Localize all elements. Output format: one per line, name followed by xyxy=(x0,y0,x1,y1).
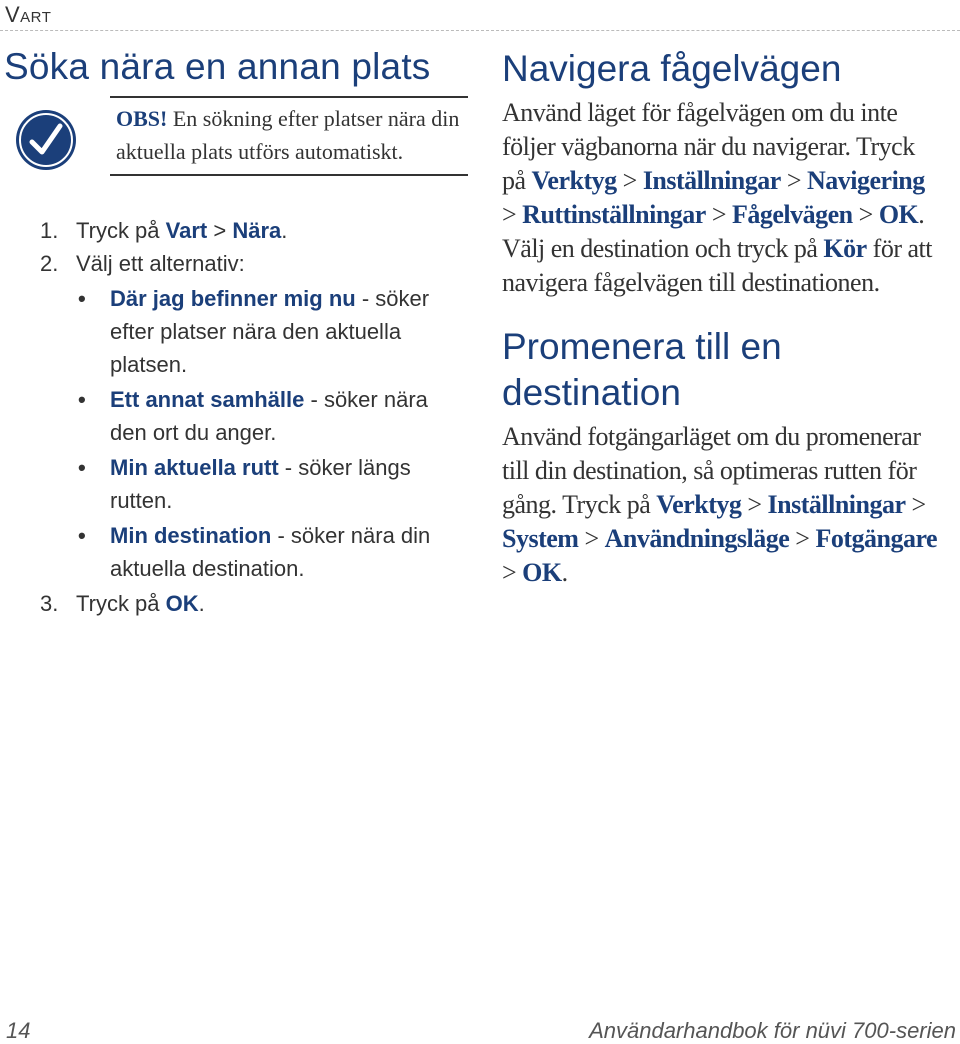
header-rule xyxy=(0,30,960,31)
note-text xyxy=(110,96,468,176)
section-title-promenera: Promenera till en destination xyxy=(502,326,782,413)
step-number: 2. xyxy=(40,251,59,276)
step-3: 3. Tryck på OK. xyxy=(4,587,464,620)
bullet-icon: • xyxy=(78,455,86,480)
step-2: 2. Välj ett alternativ: xyxy=(4,247,464,280)
left-title: Söka nära en annan plats xyxy=(4,46,431,87)
paragraph-promenera: Använd fotgängarläget om du promenerar till din destination, så optimeras rutten för gång. Tryck på Verktyg > Inställningar > System > Användningsläge > Fotgängare > OK. xyxy=(502,422,938,587)
menu-link-ok: OK xyxy=(165,591,199,616)
page-number: 14 xyxy=(6,1018,31,1043)
step-number: 3. xyxy=(40,591,59,616)
step-1: 1. Tryck på Vart > Nära. xyxy=(4,214,464,247)
right-column xyxy=(502,46,942,590)
paragraph-fagelvagen: Använd läget för fågelvägen om du inte följer vägbanorna när du navigerar. Tryck på Verktyg > Inställningar > Navigering > Ruttinställningar > Fågelvägen > OK. Välj en destination och tryck på Kör för att navigera fågelvägen till destinationen. xyxy=(502,98,932,297)
steps xyxy=(4,214,464,620)
step-number: 1. xyxy=(40,218,59,243)
bullet-icon: • xyxy=(78,286,86,311)
list-item: • Min destination - söker nära din aktuella destination. xyxy=(4,519,464,585)
section-label: Vart xyxy=(5,2,52,27)
manual-title: Användarhandbok för nüvi 700-serien xyxy=(589,1018,956,1043)
menu-link-nara: Nära xyxy=(232,218,282,243)
note-label: OBS! xyxy=(116,106,168,131)
bullet-icon: • xyxy=(78,523,86,548)
bullet-icon: • xyxy=(78,387,86,412)
section-title-fagelvagen: Navigera fågelvägen xyxy=(502,48,842,89)
option-list xyxy=(4,282,464,585)
checkmark-icon xyxy=(14,108,78,172)
menu-link-vart: Vart xyxy=(165,218,208,243)
note-block xyxy=(4,96,464,200)
list-item: • Där jag befinner mig nu - söker efter platser nära den aktuella platsen. xyxy=(4,282,464,381)
note-body: En sökning efter platser nära din aktuella plats utförs automatiskt. xyxy=(116,106,460,164)
list-item: • Min aktuella rutt - söker längs rutten. xyxy=(4,451,464,517)
list-item: • Ett annat samhälle - söker nära den ort du anger. xyxy=(4,383,464,449)
left-column xyxy=(4,46,464,620)
